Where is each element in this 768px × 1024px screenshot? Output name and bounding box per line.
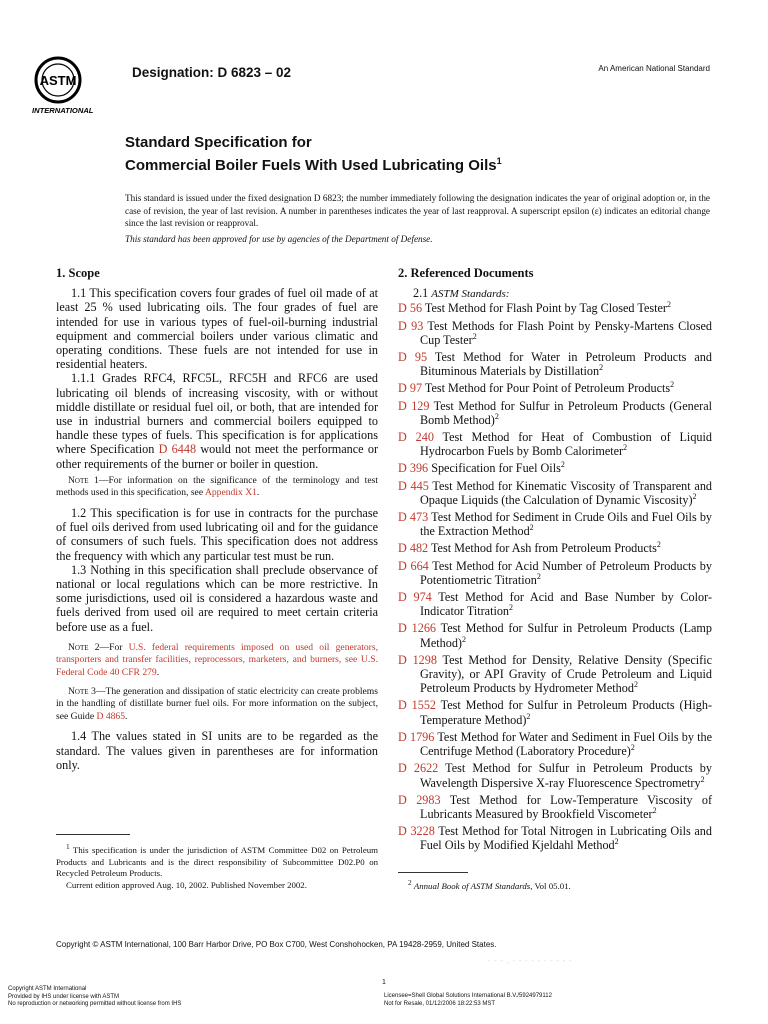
reference-title: Test Method for Density, Relative Density (Specific Gravity), or API Gravity of Crude Petroleum and Liquid Petroleum Products by Hydrometer Method bbox=[420, 652, 713, 696]
reference-footnote-mark: 2 bbox=[536, 571, 541, 581]
reference-title: Test Method for Total Nitrogen in Lubricating Oils and Fuel Oils by Modified Kjeldahl Method bbox=[420, 824, 712, 853]
reference-code-link[interactable]: D 95 bbox=[398, 350, 428, 365]
reference-code-link[interactable]: D 396 bbox=[398, 461, 429, 476]
note-2-label: Note 2 bbox=[68, 641, 100, 653]
title-line-2 bbox=[125, 152, 725, 175]
footnote-rule-right bbox=[398, 872, 468, 873]
reference-title: Test Method for Sulfur in Petroleum Products (Lamp Method) bbox=[420, 621, 712, 650]
note-2-text-a: —For bbox=[99, 641, 123, 653]
section-1-1: 1.1 This specification covers four grades of fuel oil made of at least 25 % used lubricating oils. The four grades of fuel are intended for use in various types of fuel-oil-burning industrial equipment and commercial boilers under various climatic and operating conditions. These fuels are not intended for use in residential heaters. bbox=[56, 286, 378, 372]
reference-code-link[interactable]: D 664 bbox=[398, 558, 429, 573]
note-1-label: Note 1 bbox=[68, 474, 99, 486]
reference-footnote-mark: 2 bbox=[670, 380, 675, 390]
reference-footnote-mark: 2 bbox=[692, 491, 697, 501]
section-1-4: 1.4 The values stated in SI units are to be regarded as the standard. The values given in parentheses are for information only. bbox=[56, 729, 378, 772]
reference-item bbox=[398, 461, 712, 475]
astm-standards-subheading bbox=[413, 286, 712, 301]
reference-list bbox=[398, 301, 712, 852]
right-column bbox=[398, 266, 712, 856]
reference-item bbox=[398, 430, 712, 458]
logo-subtext: INTERNATIONAL bbox=[32, 106, 94, 115]
note-3-text-a: —The generation and dissipation of static electricity can create problems in the handling of distillate burner fuel oils. For more information on the subject, see Guide bbox=[56, 685, 378, 722]
intro-paragraph: This standard is issued under the fixed designation D 6823; the number immediately following the designation indicates the year of original adoption or, in the case of revision, the year of last revision. A number in parentheses indicates the year of last reapproval. A superscript epsilon (ε) indicates an editorial change since the last revision or reapproval. bbox=[125, 193, 710, 229]
title-text: Commercial Boiler Fuels With Used Lubricating Oils bbox=[125, 157, 497, 174]
reference-footnote-mark: 2 bbox=[509, 603, 514, 613]
reference-item bbox=[398, 793, 712, 821]
reference-item bbox=[398, 730, 712, 758]
footnote-1-mark: 1 bbox=[66, 842, 70, 851]
reference-title: Test Method for Sulfur in Petroleum Products by Wavelength Dispersive X-ray Fluorescence Spectrometry bbox=[420, 761, 712, 790]
reference-footnote-mark: 2 bbox=[529, 523, 534, 533]
reference-code-link[interactable]: D 2983 bbox=[398, 792, 441, 807]
note-1-text-a: —For information on the significance of the terminology and test methods used in this specification, see bbox=[56, 474, 379, 499]
reference-title: Test Method for Acid and Base Number by Color-Indicator Titration bbox=[420, 590, 712, 619]
reference-code-link[interactable]: D 56 bbox=[398, 301, 423, 316]
reference-item bbox=[398, 824, 712, 852]
reference-code-link[interactable]: D 1552 bbox=[398, 698, 437, 713]
footnote-edition: Current edition approved Aug. 10, 2002. Published November 2002. bbox=[66, 879, 307, 890]
astm-logo-icon bbox=[30, 52, 124, 116]
footnote-2 bbox=[408, 878, 571, 891]
reference-code-link[interactable]: D 97 bbox=[398, 381, 423, 396]
footnote-2-mark: 2 bbox=[408, 878, 412, 887]
reference-footnote-mark: 2 bbox=[633, 680, 638, 690]
reference-item bbox=[398, 479, 712, 507]
reference-code-link[interactable]: D 974 bbox=[398, 590, 432, 605]
page-number: 1 bbox=[382, 979, 386, 986]
faint-marks: - - - , - - - - - - - - - - bbox=[488, 958, 573, 965]
reference-footnote-mark: 2 bbox=[614, 837, 619, 847]
reference-code-link[interactable]: D 482 bbox=[398, 541, 429, 556]
reference-title: Test Method for Ash from Petroleum Products bbox=[430, 541, 657, 556]
reference-footnote-mark: 2 bbox=[494, 411, 499, 421]
reference-title: Test Method for Kinematic Viscosity of Transparent and Opaque Liquids (the Calculation of Dynamic Viscosity) bbox=[420, 478, 713, 507]
reference-title: Test Method for Heat of Combustion of Liquid Hydrocarbon Fuels by Bomb Calorimeter bbox=[420, 430, 712, 459]
reference-item bbox=[398, 698, 712, 726]
note-2-text-b: . bbox=[156, 667, 160, 679]
reference-title: Test Method for Flash Point by Tag Closed Tester bbox=[424, 301, 667, 316]
reference-footnote-mark: 2 bbox=[630, 743, 635, 753]
section-1-1-1-text-b: would not meet the performance or other requirements of the burner or boiler in question. bbox=[56, 442, 378, 471]
licensee-line: Not for Resale, 01/12/2006 18:22:53 MST bbox=[384, 1000, 496, 1007]
licensee-line: Licensee=Shell Global Solutions International B.V./5924979112 bbox=[384, 993, 552, 999]
footnote-2-italic: Annual Book of ASTM Standards bbox=[413, 880, 531, 891]
reference-title: Test Methods for Flash Point by Pensky-Martens Closed Cup Tester bbox=[420, 318, 712, 347]
reference-item bbox=[398, 590, 712, 618]
reference-code-link[interactable]: D 2622 bbox=[398, 761, 439, 776]
section-1-2: 1.2 This specification is for use in contracts for the purchase of fuel oils derived from used lubricating oil and for the guidance of consumers of such fuels. This specification does not address the frequency with which any particular test must be run. bbox=[56, 506, 378, 563]
copyright-line: Copyright © ASTM International, 100 Barr Harbor Drive, PO Box C700, West Conshohocken, PA 19428-2959, United States. bbox=[56, 940, 497, 949]
footnote-1-text: This specification is under the jurisdiction of ASTM Committee D02 on Petroleum Products and Lubricants and is the direct responsibility of Subcommittee D02.P0 on Recycled Petroleum Products. bbox=[56, 844, 378, 879]
reference-item bbox=[398, 761, 712, 789]
national-standard-label: An American National Standard bbox=[598, 64, 710, 73]
reference-code-link[interactable]: D 1266 bbox=[398, 621, 437, 636]
reference-code-link[interactable]: D 93 bbox=[398, 318, 424, 333]
reference-code-link[interactable]: D 240 bbox=[398, 430, 434, 445]
reference-title: Test Method for Sulfur in Petroleum Products (General Bomb Method) bbox=[420, 398, 712, 427]
logo-text: ASTM bbox=[39, 73, 77, 88]
note-3-text-b: . bbox=[125, 710, 128, 722]
sub-number: 2.1 bbox=[413, 286, 429, 301]
license-line: Copyright ASTM International bbox=[8, 986, 87, 992]
reference-footnote-mark: 2 bbox=[526, 711, 531, 721]
reference-footnote-mark: 2 bbox=[560, 460, 565, 470]
reference-code-link[interactable]: D 129 bbox=[398, 398, 430, 413]
reference-item bbox=[398, 621, 712, 649]
reference-item bbox=[398, 653, 712, 696]
reference-item bbox=[398, 510, 712, 538]
d4865-link[interactable]: D 4865 bbox=[96, 710, 126, 722]
referenced-documents-heading: 2. Referenced Documents bbox=[398, 266, 534, 280]
reference-title: Test Method for Pour Point of Petroleum Products bbox=[424, 381, 671, 396]
scope-heading: 1. Scope bbox=[56, 266, 100, 280]
title-footnote-mark: 1 bbox=[496, 156, 502, 166]
reference-title: Test Method for Low-Temperature Viscosity of Lubricants Measured by Brookfield Viscometer bbox=[420, 792, 712, 821]
reference-footnote-mark: 2 bbox=[599, 363, 604, 373]
footnote-rule-left bbox=[56, 834, 130, 835]
license-info-right bbox=[384, 993, 552, 1008]
reference-code-link[interactable]: D 445 bbox=[398, 478, 429, 493]
note-1 bbox=[56, 475, 378, 500]
reference-footnote-mark: 2 bbox=[461, 634, 466, 644]
reference-footnote-mark: 2 bbox=[652, 805, 657, 815]
reference-title: Test Method for Water in Petroleum Products and Bituminous Materials by Distillation bbox=[420, 350, 712, 379]
reference-footnote-mark: 2 bbox=[656, 540, 661, 550]
reference-item bbox=[398, 301, 712, 315]
astm-logo bbox=[30, 52, 124, 116]
reference-code-link[interactable]: D 1796 bbox=[398, 729, 435, 744]
reference-footnote-mark: 2 bbox=[700, 774, 705, 784]
license-line: Provided by IHS under license with ASTM bbox=[8, 993, 120, 1000]
reference-item bbox=[398, 399, 712, 427]
reference-title: Test Method for Sulfur in Petroleum Products (High-Temperature Method) bbox=[420, 698, 712, 727]
reference-item bbox=[398, 350, 712, 378]
reference-footnote-mark: 2 bbox=[472, 331, 477, 341]
approval-note: This standard has been approved for use by agencies of the Department of Defense. bbox=[125, 234, 433, 244]
title-line-1: Standard Specification for bbox=[125, 134, 312, 151]
federal-code-link[interactable]: U.S. federal requirements imposed on used oil generators, transporters and transfer facilities, reprocessors, marketers, and burners, see U.S. Federal Code 40 CFR 279 bbox=[56, 641, 378, 679]
note-2 bbox=[56, 642, 378, 680]
note-3 bbox=[56, 686, 378, 724]
reference-title: Specification for Fuel Oils bbox=[431, 461, 561, 476]
license-info-left bbox=[8, 986, 181, 1009]
reference-title: Test Method for Sediment in Crude Oils and Fuel Oils by the Extraction Method bbox=[420, 510, 713, 539]
reference-item bbox=[398, 381, 712, 395]
footnote-2-rest: , Vol 05.01. bbox=[530, 880, 571, 891]
section-1-1-1 bbox=[56, 371, 378, 470]
reference-footnote-mark: 2 bbox=[623, 443, 628, 453]
reference-item bbox=[398, 541, 712, 555]
note-1-text-b: . bbox=[256, 487, 260, 499]
d6448-link[interactable]: D 6448 bbox=[158, 442, 197, 457]
left-column bbox=[56, 266, 378, 772]
section-1-1-1-text-a: 1.1.1 Grades RFC4, RFC5L, RFC5H and RFC6 are used lubricating oil blends of increasing viscosity, with or without middle distillate or residual fuel oil, or both, that are intended for use in industrial burners and commercial boilers equipped to handle these types of fuels. This specification is for applications where Specification bbox=[56, 371, 378, 457]
reference-code-link[interactable]: D 473 bbox=[398, 510, 429, 525]
reference-item bbox=[398, 559, 712, 587]
note-3-label: Note 3 bbox=[68, 685, 96, 697]
appendix-x1-link[interactable]: Appendix X1 bbox=[204, 487, 257, 499]
reference-footnote-mark: 2 bbox=[666, 300, 671, 310]
reference-title: Test Method for Acid Number of Petroleum Products by Potentiometric Titration bbox=[420, 558, 712, 587]
reference-title: Test Method for Water and Sediment in Fuel Oils by the Centrifuge Method (Laboratory Procedure) bbox=[420, 729, 713, 759]
reference-code-link[interactable]: D 3228 bbox=[398, 824, 435, 839]
footnote-1 bbox=[56, 841, 378, 891]
section-1-3: 1.3 Nothing in this specification shall preclude observance of national or local regulations which can be more restrictive. In some jurisdictions, used oil is considered a hazardous waste and fuels derived from used oil are required to meet certain criteria before use as a fuel. bbox=[56, 562, 378, 634]
designation: Designation: D 6823 – 02 bbox=[132, 65, 292, 80]
reference-code-link[interactable]: D 1298 bbox=[398, 652, 437, 667]
sub-label: ASTM Standards: bbox=[431, 288, 510, 301]
license-line: No reproduction or networking permitted without license from IHS bbox=[8, 1001, 182, 1008]
title-block bbox=[125, 133, 725, 175]
reference-item bbox=[398, 319, 712, 347]
